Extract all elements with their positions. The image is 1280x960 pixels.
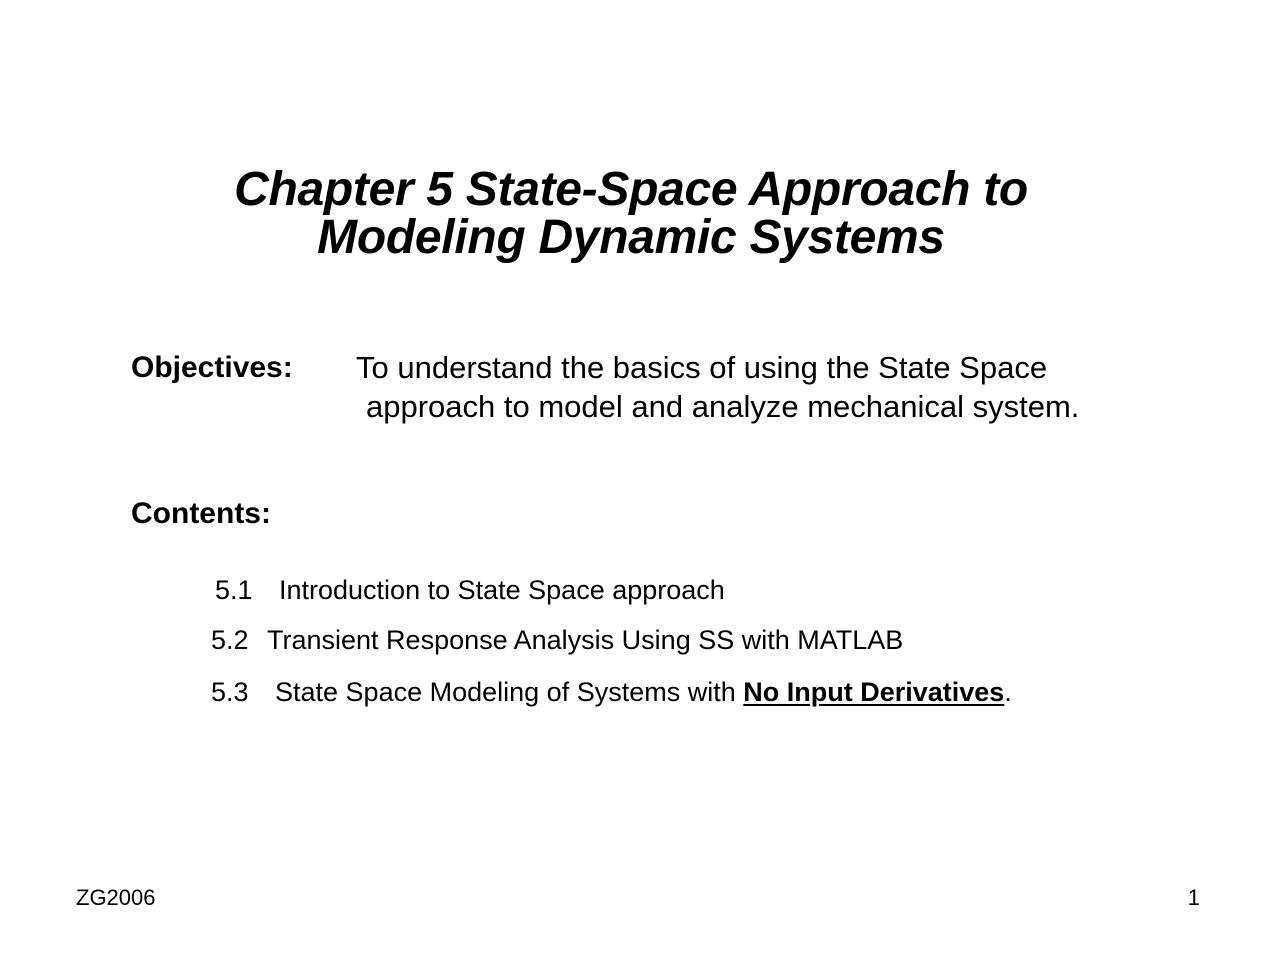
contents-item	[211, 624, 903, 656]
contents-item-text: Transient Response Analysis Using SS with MATLAB	[267, 625, 904, 655]
page-title	[0, 163, 1262, 264]
contents-item-number: 5.1	[215, 575, 253, 605]
page-number: 1	[1187, 885, 1200, 910]
contents-item-suffix: .	[1004, 677, 1012, 707]
contents-item	[215, 574, 725, 606]
title-line-1: Chapter 5 State-Space Approach to	[234, 163, 1028, 216]
contents-label: Contents:	[131, 497, 271, 530]
emphasis-text: No Input Derivatives	[743, 677, 1005, 707]
contents-item-number: 5.2	[211, 625, 249, 655]
objectives-text-line-1: To understand the basics of using the State Space	[356, 350, 1048, 385]
objectives-text-line-2: approach to model and analyze mechanical system.	[366, 389, 1080, 424]
objectives-label: Objectives:	[131, 351, 293, 384]
contents-item-text: State Space Modeling of Systems with	[275, 677, 744, 707]
contents-item-number: 5.3	[211, 677, 249, 707]
footer-course-code: ZG2006	[76, 885, 156, 910]
title-line-2: Modeling Dynamic Systems	[317, 211, 945, 264]
contents-item-text: Introduction to State Space approach	[279, 575, 725, 605]
contents-item	[211, 676, 1012, 708]
